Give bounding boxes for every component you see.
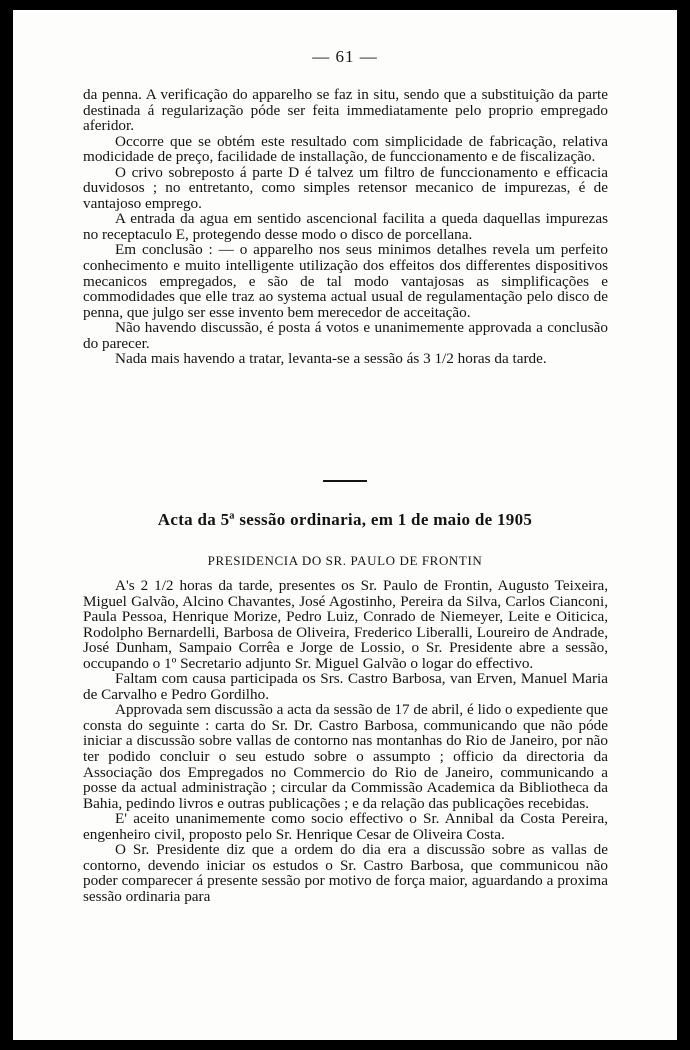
minutes-heading: Acta da 5ª sessão ordinaria, em 1 de maio de 1905 [157,510,533,529]
paragraph: Não havendo discussão, é posta á votos e unanimemente approvada a conclusão do parecer. [83,319,608,352]
paragraph: O crivo sobreposto á parte D é talvez um filtro de funccionamento e efficacia duvidosos ; no entretanto, como simples retensor mecanico de impurezas, é de vantajoso emprego. [83,163,608,212]
paragraph: Faltam com causa participada os Srs. Castro Barbosa, van Erven, Manuel Maria de Carvalho e Pedro Gordilho. [83,670,608,703]
paragraph: E' aceito unanimemente como socio effectivo o Sr. Annibal da Costa Pereira, engenheiro civil, proposto pelo Sr. Henrique Cesar de Oliveira Costa. [83,810,608,843]
section-divider [323,480,367,482]
document-page [13,10,677,1040]
paragraph: A's 2 1/2 horas da tarde, presentes os Sr. Paulo de Frontin, Augusto Teixeira, Miguel Galvão, Alcino Chavantes, José Agostinho, Pereira da Silva, Carlos Cianconi, Paula Pessoa, Henrique Morize, Pedro Luiz, Conrado de Niemeyer, Leite e Oiticica, Rodolpho Bernardelli, Barbosa de Oliveira, Frederico Liberalli, Loureiro de Andrade, José Dunham, Sampaio Corrêa e Jorge de Lossio, o Sr. Presidente abre a sessão, occupando o 1º Secretario adjunto Sr. Miguel Galvão o logar do effectivo. [83,577,608,672]
minutes-text [83,578,608,904]
presidency-subheading: PRESIDENCIA DO SR. PAULO DE FRONTIN [207,553,483,568]
report-conclusion-text [83,87,608,367]
paragraph: A entrada da agua em sentido ascencional facilita a queda daquellas impurezas no receptaculo E, protegendo desse modo o disco de porcellana. [83,210,608,243]
paragraph: Nada mais havendo a tratar, levanta-se a sessão ás 3 1/2 horas da tarde. [115,350,547,368]
paragraph: Occorre que se obtém este resultado com simplicidade de fabricação, relativa modicidade de preço, facilidade de installação, de funccionamento e de fiscalização. [83,132,608,166]
paragraph: Approvada sem discussão a acta da sessão de 17 de abril, é lido o expediente que consta do seguinte : carta do Sr. Dr. Castro Barbosa, communicando que não póde iniciar a discussão sobre vallas de contorno nas montanhas do Rio de Janeiro, por não ter podido concluir o seu estudo sobre o assumpto ; officio da directoria da Associação dos Empregados no Commercio do Rio de Janeiro, communicando a posse da actual administração ; circular da Commissão Academica da Bibliotheca da Bahia, pedindo livros e outras publicações ; e da relação das publicações recebidas. [83,701,608,812]
page-number: — 61 — [312,47,378,66]
paragraph: da penna. A verificação do apparelho se faz in situ, sendo que a substituição da parte destinada á regularização póde ser feita immediatamente pelo proprio empregado aferidor. [83,86,608,135]
paragraph: O Sr. Presidente diz que a ordem do dia era a discussão sobre as vallas de contorno, devendo iniciar os estudos o Sr. Castro Barbosa, que communicou não poder comparecer á presente sessão por motivo de força maior, aguardando a proxima sessão ordinaria para [83,841,608,905]
paragraph: Em conclusão : — o apparelho nos seus minimos detalhes revela um perfeito conhecimento e muito intelligente utilização dos effeitos dos differentes dispositivos mecanicos empregados, e são de tal modo vantajosas as simplificações e commodidades que elle traz ao systema actual usual de regulamentação pelo disco de penna, que julgo ser esse invento bem merecedor de acceitação. [83,241,608,321]
